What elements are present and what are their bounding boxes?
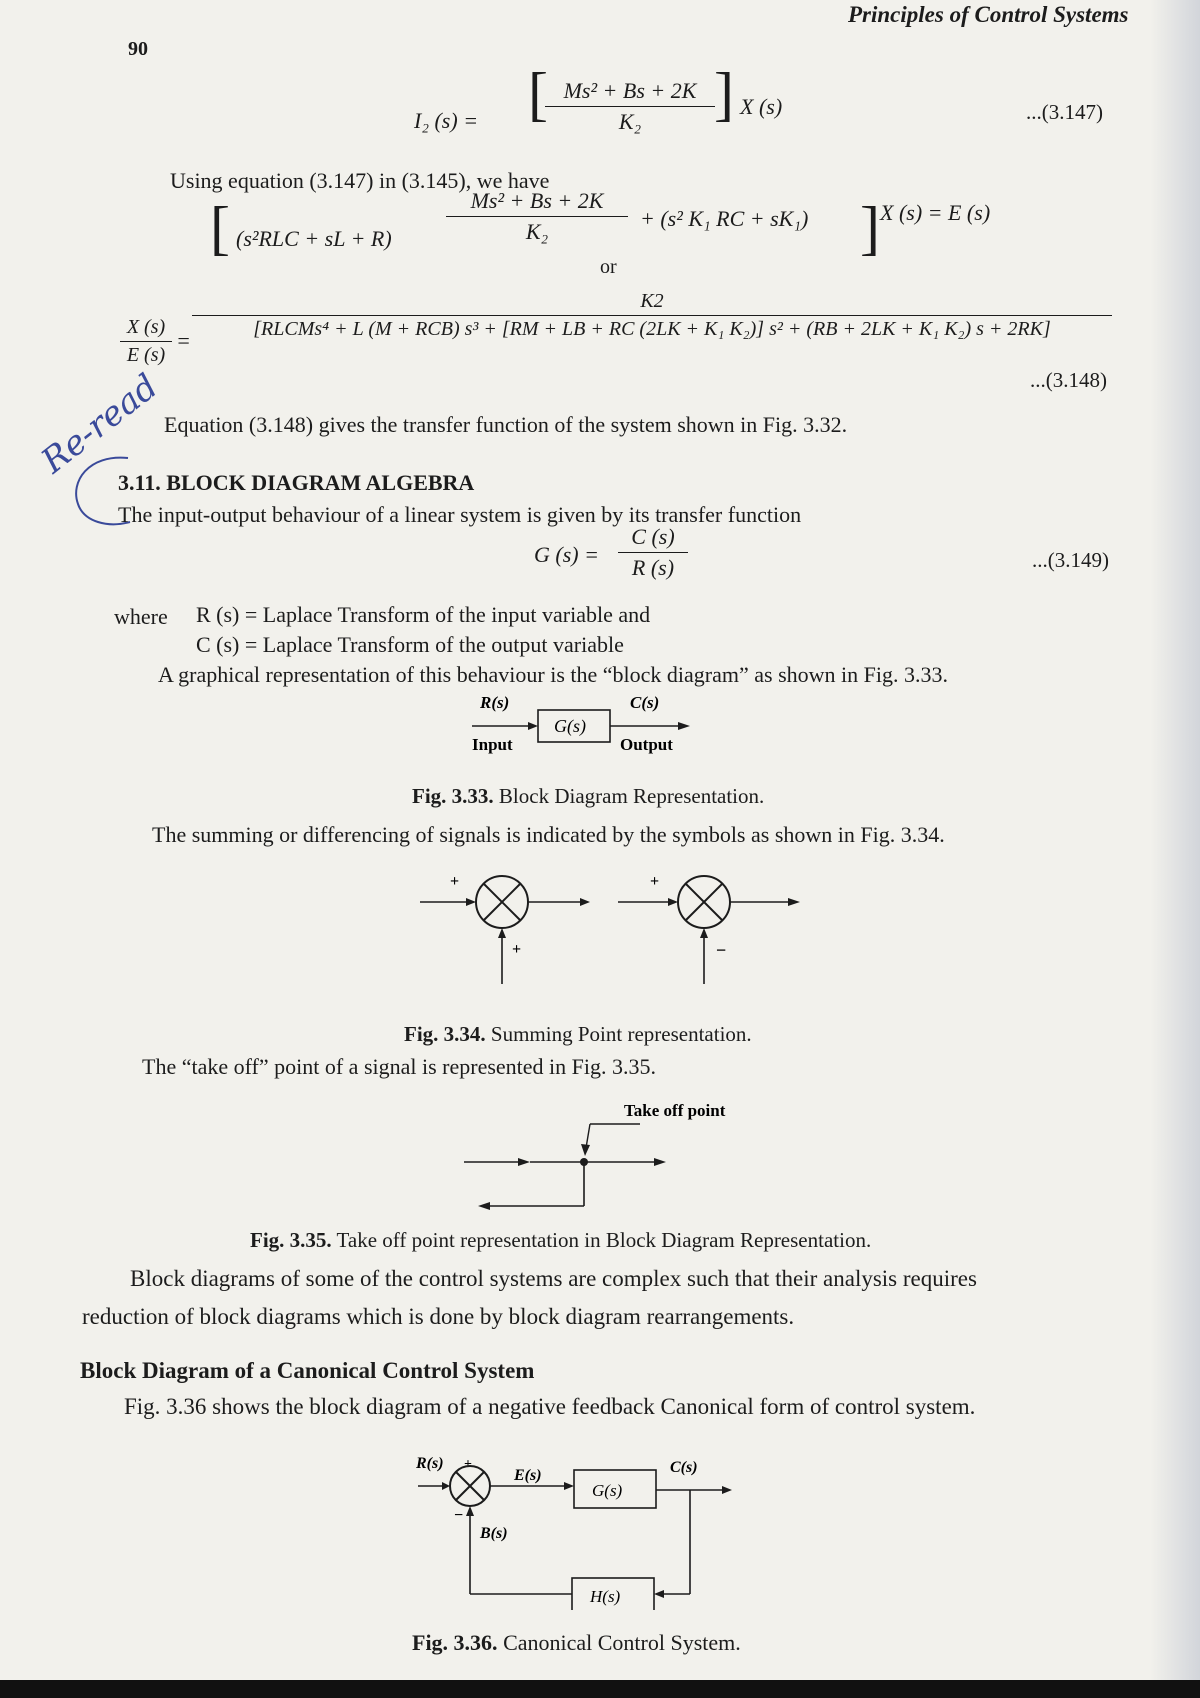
sub-eq-fraction [446, 188, 628, 245]
complex-text-line1: Block diagrams of some of the control systems are complex such that their analysis requires [130, 1266, 977, 1291]
where-label: where [114, 604, 168, 629]
or-text: or [600, 256, 617, 278]
sub-eq-part1: (s²RLC + sL + R) [236, 226, 392, 251]
eq-147-rhs: X (s) [740, 94, 783, 119]
eq-147-numerator: Ms² + Bs + 2K [563, 78, 697, 103]
sub-eq-denominator: K₂ [525, 219, 549, 244]
fig-3-33-block-label: G(s) [554, 716, 586, 736]
using-equation-text: Using equation (3.147) in (3.145), we have [170, 168, 550, 193]
fig-3-36-caption: Fig. 3.36. Canonical Control System. [412, 1630, 741, 1655]
sub-eq-left-bracket: [ [210, 195, 230, 261]
eq-147-left-bracket: [ [528, 61, 548, 127]
handwritten-annotation: Re-read [34, 366, 166, 482]
fig-3-36-forward-block-label: G(s) [592, 1481, 623, 1500]
eq-147-fraction [545, 78, 715, 135]
eq-148-lhs-fraction [120, 316, 172, 367]
canonical-heading: Block Diagram of a Canonical Control System [80, 1358, 535, 1383]
running-head: Principles of Control Systems [848, 2, 1129, 27]
takeoff-intro-text: The “take off” point of a signal is represented in Fig. 3.35. [142, 1054, 657, 1079]
fig-3-36-feedback-block-label: H(s) [590, 1587, 621, 1606]
eq-149-lhs: G (s) = [534, 542, 599, 567]
graphical-representation-text: A graphical representation of this behaviour is the “block diagram” as shown in Fig. 3.33. [158, 662, 948, 687]
eq-147-denominator: K₂ [618, 109, 642, 134]
fig-3-33-output-signal: C(s) [630, 693, 660, 712]
eq-148-lhs-denominator: E (s) [126, 344, 166, 366]
fig-3-35-caption: Fig. 3.35. Take off point representation in Block Diagram Representation. [250, 1228, 872, 1252]
fig-3-33-diagram [460, 692, 700, 762]
fig-3-34-caption: Fig. 3.34. Summing Point representation. [404, 1022, 752, 1046]
summing-point-right [618, 873, 800, 984]
page-number: 90 [128, 38, 148, 60]
section-heading: 3.11. BLOCK DIAGRAM ALGEBRA [118, 470, 475, 495]
eq-148-lhs-numerator: X (s) [126, 316, 166, 338]
fig-3-34-diagram [410, 856, 810, 986]
eq-148-numerator: K2 [640, 290, 664, 312]
fig-3-36-feedback-signal: B(s) [480, 1525, 508, 1542]
eq-148-note: Equation (3.148) gives the transfer function of the system shown in Fig. 3.32. [164, 412, 848, 437]
complex-text-line2: reduction of block diagrams which is done by block diagram rearrangements. [82, 1304, 795, 1329]
fig-3-33-output-label: Output [620, 735, 673, 754]
takeoff-point-label: Take off point [624, 1101, 726, 1120]
fig-3-36-diagram [414, 1450, 744, 1610]
right-top-sign: + [650, 873, 660, 890]
left-top-sign: + [450, 873, 460, 890]
summing-intro-text: The summing or differencing of signals is indicated by the symbols as shown in Fig. 3.34. [152, 822, 945, 847]
right-bottom-sign: − [716, 940, 727, 960]
sub-eq-part2: + (s² K₁ RC + sK₁) [640, 206, 809, 231]
eq-149-numerator: C (s) [631, 524, 675, 549]
fig-3-36-error-signal: E(s) [514, 1467, 542, 1484]
page-edge-shadow [1150, 0, 1200, 1698]
eq-149-number: ...(3.149) [1032, 548, 1109, 572]
where-r-definition: R (s) = Laplace Transform of the input variable and [196, 602, 651, 627]
sub-eq-rhs: X (s) = E (s) [880, 200, 991, 225]
eq-149-fraction [618, 524, 688, 581]
eq-147-lhs: I₂ (s) = [414, 108, 479, 133]
summing-point-left [420, 873, 590, 984]
textbook-page: Principles of Control Systems 90 I₂ (s) = [ Ms² + Bs + 2K K₂ ] X (s) ...(3.147) Using equation (3.147) in (3.145), we have [ (s²RLC + sL + R) Ms² + Bs + 2K K₂ + (s² K₁ RC + sK₁) ] X (s) = E (s) or X (s) E (s) = K2 [RLCMs⁴ + L (M + RCB) s³ + [RM + LB + RC (2LK + K₁ K₂)] s² + (RB + 2LK + K₁ K₂) s + 2RK] ...(3.148) Re-read Equation (3.148) gives the transfer function of the system shown in Fig. 3.32. 3.11. BLOCK DIAGRAM ALGEBRA The input-output behaviour of a linear system is given by its transfer function G (s) = C (s) R (s) ...(3.149) where R (s) = Laplace Transform of the input variable and C (s) = Laplace Transform of the output variable A graphical representation of this behaviour is the “block diagram” as shown in Fig. 3.33. R(s) G(s) C(s) Input Output Fig. 3.33. Block Diagram Representation. The summing or differencing of signals is indicated by the symbols as shown in Fig. 3.34. + + + − Fig. 3.34. Summing Point representation. The “take off” point of a signal is represented in Fig. 3.35. Take off point Fig. 3.35. Take off point representation in Block Diagram Representation. Block diagrams of some of the control systems are complex such that their analysis requires reduction of block diagrams which is done by block diagram rearrangements. Block Diagram of a Canonical Control System Fig. 3.36 shows the block diagram of a negative feedback Canonical form of control system. R(s) + E(s) G(s) C(s) H(s) − B(s) Fig. 3.36. Canonical Control System. [0, 0, 1200, 1698]
fig-3-36-plus-sign: + [464, 1457, 472, 1472]
fig-3-33-input-label: Input [472, 735, 513, 754]
fig-3-35-diagram [460, 1096, 740, 1212]
fig-3-33-caption: Fig. 3.33. Block Diagram Representation. [412, 784, 765, 808]
fig-3-36-output-signal: C(s) [670, 1459, 698, 1476]
left-bottom-sign: + [512, 941, 522, 958]
canonical-intro-text: Fig. 3.36 shows the block diagram of a negative feedback Canonical form of control system. [124, 1394, 976, 1419]
fig-3-36-input-signal: R(s) [416, 1455, 444, 1472]
eq-148-number: ...(3.148) [1030, 368, 1107, 392]
eq-148-fraction [192, 290, 1112, 341]
sub-eq-numerator: Ms² + Bs + 2K [470, 188, 604, 213]
bottom-shadow-strip [0, 1680, 1200, 1698]
eq-147-number: ...(3.147) [1026, 100, 1103, 124]
sub-eq-right-bracket: ] [860, 195, 880, 261]
fig-3-33-input-signal: R(s) [480, 693, 510, 712]
eq-149-denominator: R (s) [631, 555, 675, 580]
where-c-definition: C (s) = Laplace Transform of the output variable [196, 632, 624, 657]
fig-3-36-minus-sign: − [454, 1507, 464, 1524]
eq-148-denominator: [RLCMs⁴ + L (M + RCB) s³ + [RM + LB + RC (2LK + K₁ K₂)] s² + (RB + 2LK + K₁ K₂) s + 2RK] [253, 318, 1051, 340]
io-behaviour-text: The input-output behaviour of a linear system is given by its transfer function [118, 502, 802, 527]
eq-147-right-bracket: ] [714, 61, 734, 127]
